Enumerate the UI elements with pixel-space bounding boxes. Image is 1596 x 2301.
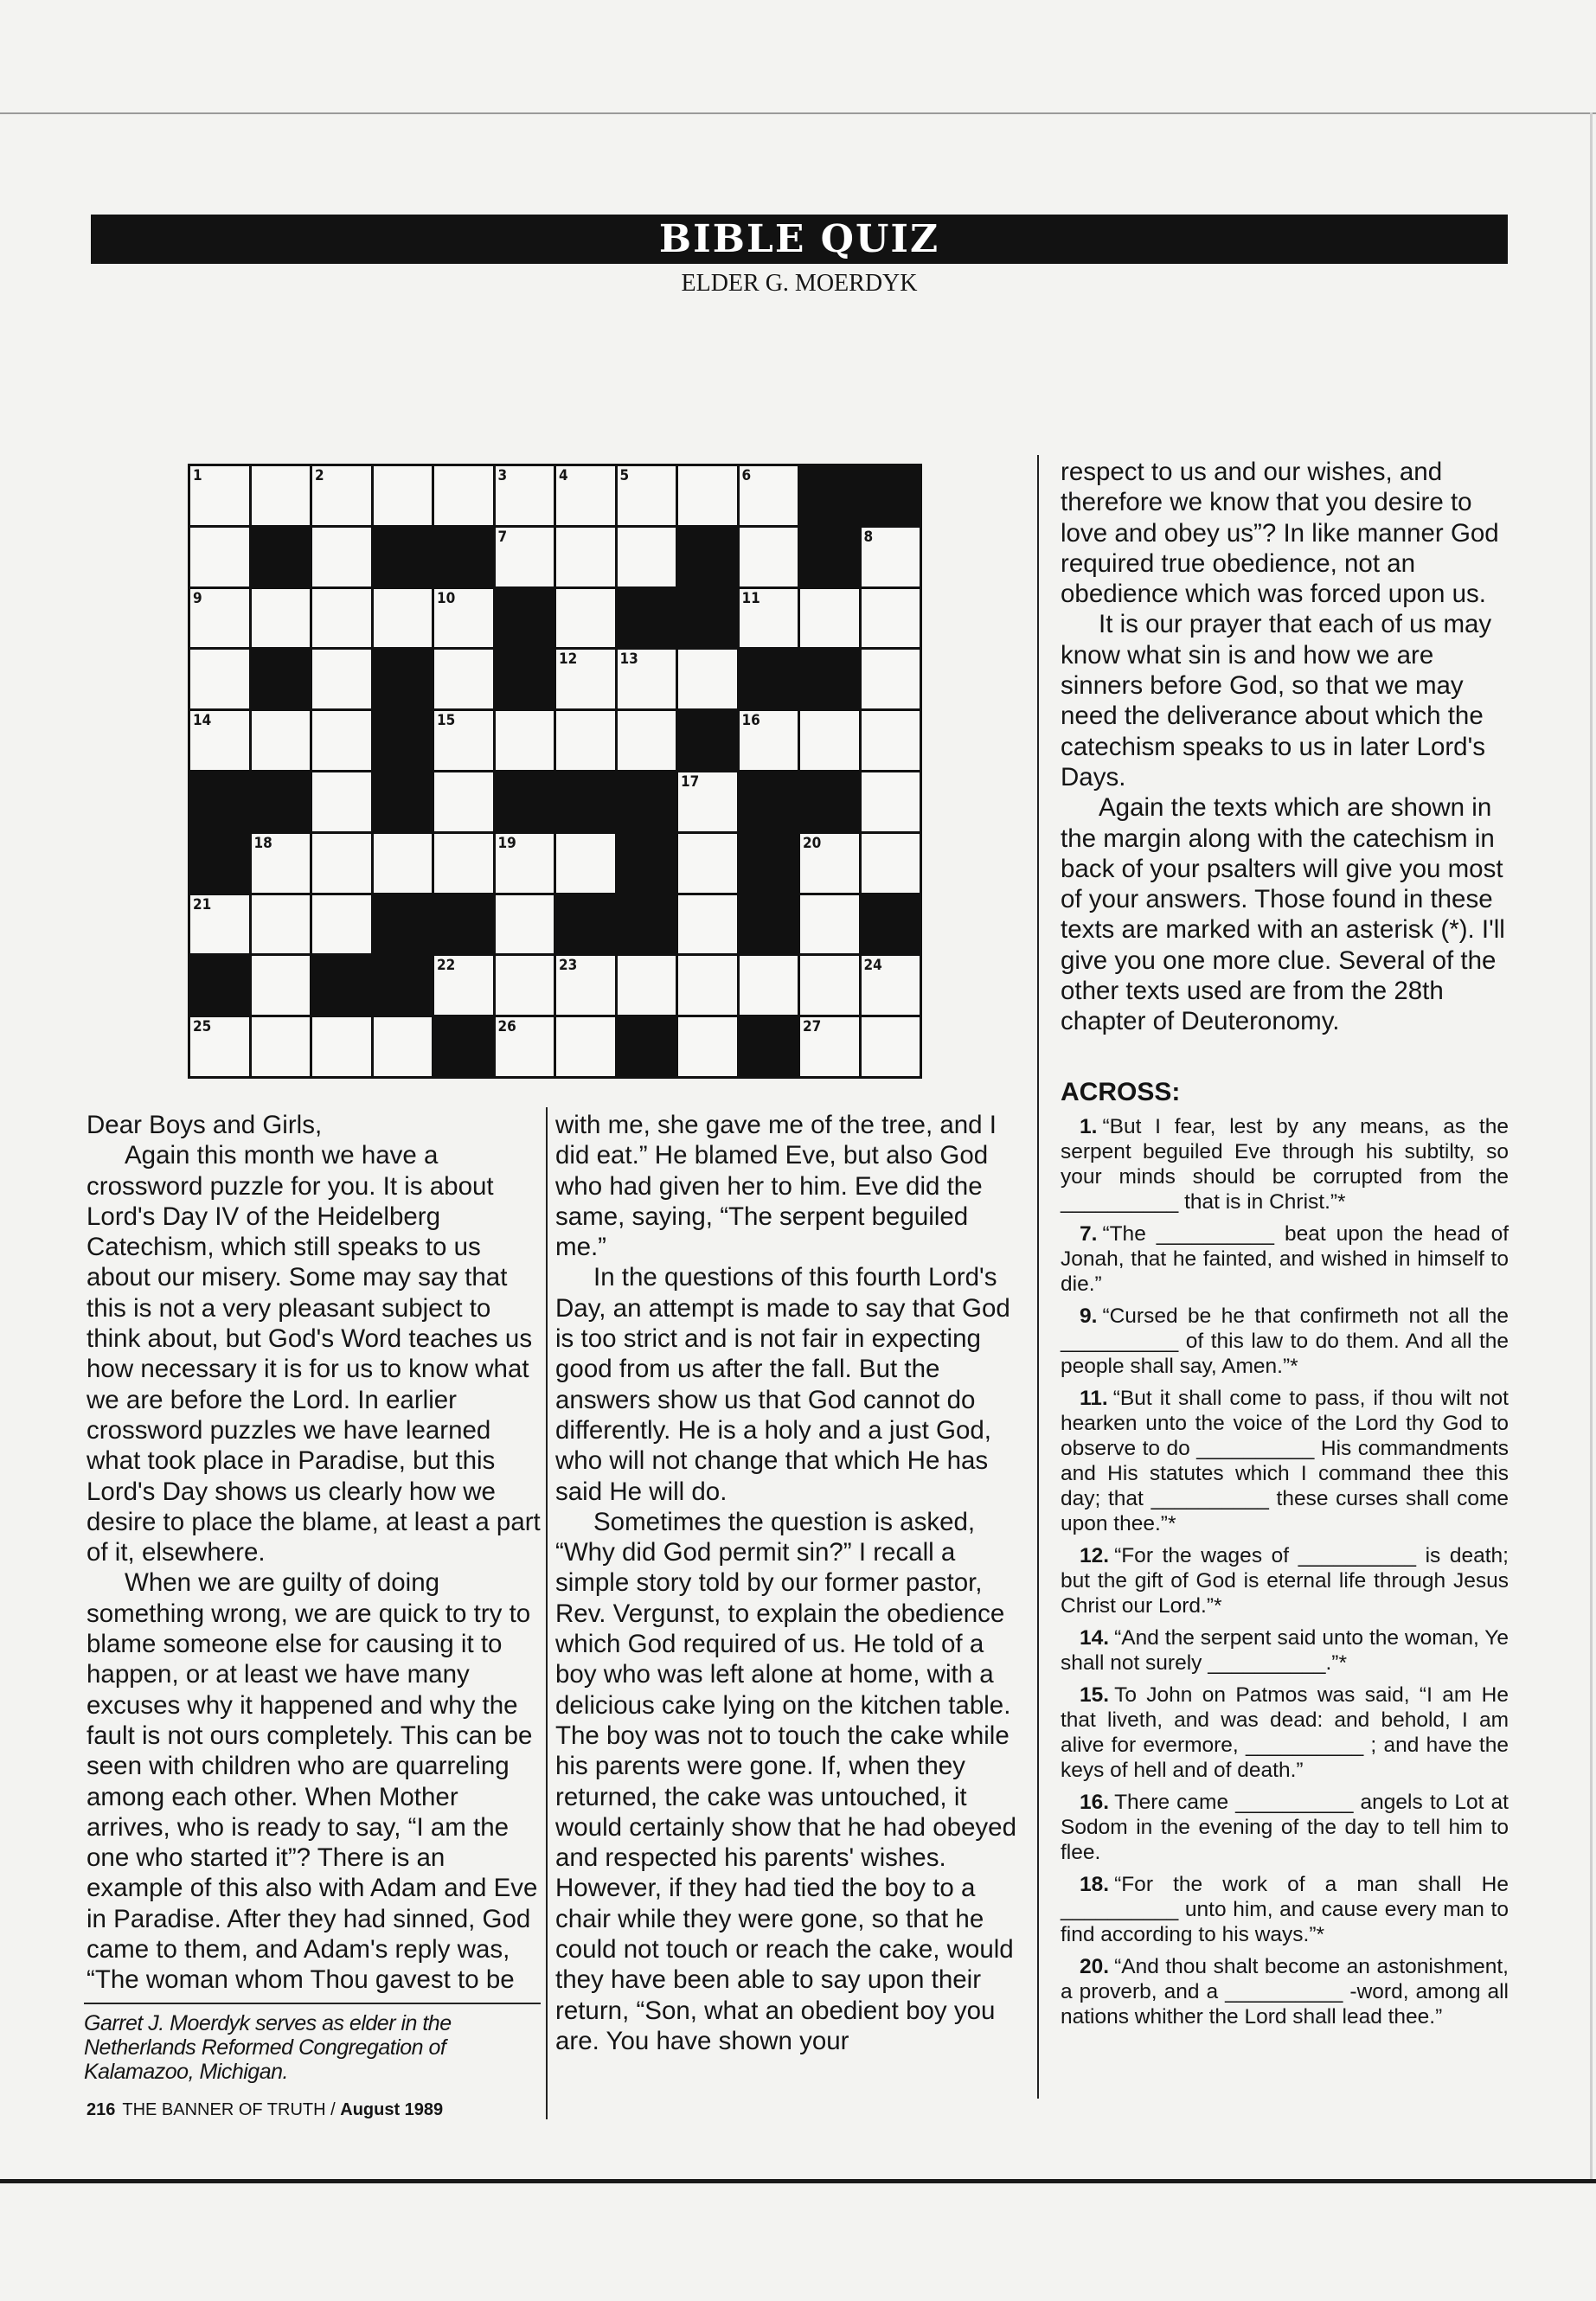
clue-text: To John on Patmos was said, “I am He that liveth, and was dead: and behold, I am alive for evermore, __________ ; and have the keys of hell and of death.” (1061, 1683, 1509, 1782)
grid-cell[interactable] (312, 895, 371, 954)
grid-cell-black (374, 528, 433, 586)
grid-cell-black (374, 895, 433, 954)
grid-cell[interactable] (678, 1017, 737, 1076)
grid-cell-black (800, 528, 859, 586)
page-footer (87, 2100, 443, 2120)
grid-cell-black (190, 834, 249, 893)
grid-cell[interactable] (190, 711, 249, 770)
grid-cell[interactable] (862, 772, 920, 831)
clue-text: There came __________ angels to Lot at Sodom in the evening of the day to tell him to flee. (1061, 1791, 1509, 1864)
top-rule (0, 112, 1596, 114)
grid-cell-black (374, 711, 433, 770)
grid-cell-black (252, 528, 311, 586)
grid-cell-black (434, 1017, 493, 1076)
grid-cell[interactable] (556, 1017, 615, 1076)
grid-cell-black (374, 650, 433, 708)
clue-number: 11 (741, 589, 760, 607)
grid-cell[interactable] (434, 956, 493, 1015)
paragraph: Sometimes the question is asked, “Why did God permit sin?” I recall a simple story told by our former pastor, Rev. Vergunst, to explain the obedience which God required of us. He told of a boy who was left alone at home, with a delicious cake lying on the kitchen table. The boy was not to touch the cake while his parents were gone. If, when they returned, the cake was untouched, it would certainly show that he had obeyed and respected his parents' wishes. However, if they had tied the boy to a chair while they were gone, so that he could not touch or reach the cake, would they have been able to say upon their return, “Son, what an obedient boy you are. You have shown your (555, 1507, 1016, 2055)
bottom-rule (0, 2179, 1596, 2183)
salutation: Dear Boys and Girls, (87, 1111, 323, 1139)
clue-number: 10 (437, 589, 456, 607)
grid-cell-black (862, 895, 920, 954)
grid-cell-black (800, 772, 859, 831)
crossword-grid (188, 464, 922, 1079)
grid-cell[interactable] (678, 895, 737, 954)
publication-name: THE BANNER OF TRUTH / (122, 2100, 336, 2119)
grid-cell[interactable] (862, 711, 920, 770)
across-heading: ACROSS: (1061, 1078, 1181, 1106)
clue-number: 4 (559, 467, 568, 484)
clue-number: 2 (315, 467, 324, 484)
page-number: 216 (87, 2100, 116, 2119)
column-divider (1037, 455, 1039, 2099)
clue-number: 9 (193, 589, 202, 607)
grid-cell[interactable] (618, 956, 676, 1015)
paragraph: Again this month we have a crossword puzzle for you. It is about Lord's Day IV of the Heidelberg Catechism, which still speaks to us about our misery. Some may say that this is not a very pleasant subject to think about, but God's Word teaches us how necessary it is for us to know what we are before the Lord. In earlier crossword puzzles we have learned what took place in Paradise, but this Lord's Day shows us clearly how we desire to place the blame, at least a part of it, elsewhere. (87, 1141, 541, 1567)
clue-number: 11. (1080, 1387, 1108, 1410)
grid-cell-black (374, 956, 433, 1015)
grid-cell[interactable] (862, 650, 920, 708)
grid-cell[interactable] (678, 834, 737, 893)
grid-cell[interactable] (312, 528, 371, 586)
issue-date: August 1989 (340, 2100, 444, 2119)
grid-cell-black (434, 895, 493, 954)
grid-cell[interactable] (556, 466, 615, 525)
clue-number: 14 (193, 712, 212, 730)
grid-cell[interactable] (862, 956, 920, 1015)
author-footnote: Garret J. Moerdyk serves as elder in the Netherlands Reformed Congregation of Kalamazoo, Michigan. (84, 2011, 452, 2084)
clue-item (1061, 1872, 1509, 1947)
grid-cell[interactable] (496, 711, 554, 770)
page-title: BIBLE QUIZ (658, 217, 940, 261)
clue-text: “But it shall come to pass, if thou wilt not hearken unto the voice of the Lord thy God to observe to do __________ His commandments and His statutes which I command thee this day; that __________ these curses shall come upon thee.”* (1061, 1387, 1509, 1535)
grid-cell[interactable] (618, 650, 676, 708)
clue-number: 1 (193, 467, 202, 484)
clue-item (1061, 1114, 1509, 1215)
grid-cell[interactable] (252, 1017, 311, 1076)
grid-cell[interactable] (374, 1017, 433, 1076)
grid-cell[interactable] (374, 466, 433, 525)
clue-number: 14. (1080, 1626, 1110, 1650)
grid-cell[interactable] (678, 466, 737, 525)
grid-cell-black (800, 466, 859, 525)
grid-cell[interactable] (312, 711, 371, 770)
grid-cell[interactable] (190, 466, 249, 525)
page-edge (1590, 112, 1593, 2180)
across-clues (1061, 1114, 1509, 2036)
grid-cell[interactable] (800, 711, 859, 770)
grid-cell-black (618, 589, 676, 648)
grid-cell-black (496, 589, 554, 648)
clue-text: “And the serpent said unto the woman, Ye shall not surely __________.”* (1061, 1626, 1509, 1675)
clue-item (1061, 1625, 1509, 1676)
clue-text: “For the wages of __________ is death; but the gift of God is eternal life through Jesus Christ our Lord.”* (1061, 1544, 1509, 1618)
clue-number: 12. (1080, 1544, 1110, 1567)
grid-cell[interactable] (434, 466, 493, 525)
grid-cell[interactable] (312, 589, 371, 648)
clue-number: 18. (1080, 1873, 1110, 1896)
clue-item (1061, 1221, 1509, 1297)
clue-number: 20 (803, 834, 822, 852)
clue-number: 5 (619, 467, 630, 484)
grid-cell-black (678, 528, 737, 586)
grid-cell[interactable] (496, 895, 554, 954)
clue-text: “And thou shalt become an astonishment, a proverb, and a __________ -word, among all nations whither the Lord shall lead thee.” (1061, 1955, 1509, 2029)
clue-number: 18 (253, 834, 272, 852)
grid-cell[interactable] (618, 466, 676, 525)
grid-cell-black (496, 650, 554, 708)
clue-number: 9. (1080, 1304, 1098, 1328)
grid-cell-black (556, 895, 615, 954)
clue-item (1061, 1954, 1509, 2029)
paragraph: respect to us and our wishes, and therefore we know that you desire to love and obey us”? In like manner God required true obedience, not an obedience which was forced upon us. (1061, 458, 1499, 609)
clue-number: 24 (863, 957, 882, 975)
grid-cell[interactable] (190, 895, 249, 954)
clue-number: 27 (803, 1018, 822, 1036)
grid-cell-black (252, 772, 311, 831)
grid-cell[interactable] (678, 772, 737, 831)
clue-number: 6 (741, 467, 752, 484)
clue-item (1061, 1304, 1509, 1379)
grid-cell[interactable] (862, 834, 920, 893)
grid-cell[interactable] (252, 711, 311, 770)
grid-cell[interactable] (496, 466, 554, 525)
grid-cell[interactable] (678, 650, 737, 708)
grid-cell-black (556, 772, 615, 831)
grid-cell-black (312, 956, 371, 1015)
grid-cell[interactable] (434, 711, 493, 770)
grid-cell[interactable] (434, 650, 493, 708)
clue-text: “Cursed be he that confirmeth not all the __________ of this law to do them. And all the people shall say, Amen.”* (1061, 1304, 1509, 1378)
clue-number: 26 (497, 1018, 516, 1036)
grid-cell-black (678, 589, 737, 648)
paragraph: It is our prayer that each of us may know what sin is and how we are sinners before God, so that we may need the deliverance about which the catechism speaks to us in later Lord's Days. (1061, 610, 1492, 792)
grid-cell[interactable] (312, 466, 371, 525)
clue-text: “But I fear, lest by any means, as the serpent beguiled Eve through his subtilty, so your minds should be corrupted from the __________ that is in Christ.”* (1061, 1115, 1509, 1214)
clue-number: 16. (1080, 1791, 1110, 1814)
grid-cell-black (618, 895, 676, 954)
grid-cell-black (740, 772, 798, 831)
grid-cell[interactable] (190, 650, 249, 708)
letter-column-middle (555, 1110, 1018, 2056)
clue-number: 13 (619, 651, 638, 669)
grid-cell[interactable] (496, 528, 554, 586)
grid-cell[interactable] (434, 834, 493, 893)
clue-number: 23 (559, 957, 578, 975)
grid-cell[interactable] (556, 956, 615, 1015)
clue-number: 21 (193, 895, 212, 913)
grid-cell[interactable] (800, 834, 859, 893)
clue-number: 1. (1080, 1115, 1098, 1138)
paragraph: In the questions of this fourth Lord's Day, an attempt is made to say that God is too strict and is not fair in expecting good from us after the fall. But the answers show us that God cannot do differently. He is a holy and a just God, who will not change that which He has said He will do. (555, 1263, 1010, 1506)
grid-cell[interactable] (312, 650, 371, 708)
grid-cell[interactable] (312, 1017, 371, 1076)
grid-cell[interactable] (862, 528, 920, 586)
grid-cell-black (678, 711, 737, 770)
clue-number: 22 (437, 957, 456, 975)
grid-cell-black (862, 466, 920, 525)
grid-cell[interactable] (252, 956, 311, 1015)
grid-cell[interactable] (800, 1017, 859, 1076)
grid-cell[interactable] (556, 589, 615, 648)
grid-cell[interactable] (740, 956, 798, 1015)
grid-cell[interactable] (374, 834, 433, 893)
grid-cell[interactable] (800, 895, 859, 954)
column-divider (546, 1107, 548, 2119)
footnote-rule (84, 2003, 541, 2004)
grid-cell[interactable] (556, 711, 615, 770)
grid-cell[interactable] (862, 589, 920, 648)
grid-cell-black (434, 528, 493, 586)
grid-cell[interactable] (556, 528, 615, 586)
grid-cell-black (190, 956, 249, 1015)
grid-cell[interactable] (740, 466, 798, 525)
clue-number: 19 (497, 834, 516, 852)
grid-cell[interactable] (190, 528, 249, 586)
clue-item (1061, 1682, 1509, 1783)
grid-cell-black (740, 650, 798, 708)
clue-number: 8 (863, 528, 874, 546)
clue-number: 15. (1080, 1683, 1110, 1707)
grid-cell[interactable] (800, 956, 859, 1015)
clue-item (1061, 1790, 1509, 1865)
grid-cell[interactable] (312, 772, 371, 831)
grid-cell-black (740, 895, 798, 954)
paragraph: with me, she gave me of the tree, and I did eat.” He blamed Eve, but also God who had given her to him. Eve did the same, saying, “The serpent beguiled me.” (555, 1111, 997, 1262)
clue-text: “For the work of a man shall He __________ unto him, and cause every man to find according to his ways.”* (1061, 1873, 1509, 1946)
grid-cell-black (740, 834, 798, 893)
grid-cell[interactable] (252, 466, 311, 525)
grid-cell[interactable] (678, 956, 737, 1015)
grid-cell-black (618, 834, 676, 893)
grid-cell[interactable] (190, 589, 249, 648)
title-banner (91, 215, 1508, 264)
clue-number: 25 (193, 1018, 212, 1036)
grid-cell[interactable] (740, 711, 798, 770)
grid-cell-black (190, 772, 249, 831)
grid-cell[interactable] (496, 834, 554, 893)
grid-cell[interactable] (434, 772, 493, 831)
grid-cell-black (800, 650, 859, 708)
paragraph: Again the texts which are shown in the margin along with the catechism in back of your psalters will give you most of your answers. Those found in these texts are marked with an asterisk (*). I'll give you one more clue. Several of the other texts used are from the 28th chapter of Deuteronomy. (1061, 793, 1505, 1036)
grid-cell-black (618, 1017, 676, 1076)
clue-number: 7. (1080, 1222, 1098, 1246)
grid-cell[interactable] (556, 650, 615, 708)
clue-number: 17 (681, 773, 700, 791)
grid-cell[interactable] (618, 528, 676, 586)
grid-cell[interactable] (556, 834, 615, 893)
grid-cell[interactable] (252, 834, 311, 893)
grid-cell-black (252, 650, 311, 708)
clue-number: 7 (497, 528, 508, 546)
grid-cell[interactable] (252, 895, 311, 954)
grid-cell[interactable] (312, 834, 371, 893)
grid-cell[interactable] (496, 956, 554, 1015)
grid-cell[interactable] (740, 589, 798, 648)
clue-number: 16 (741, 712, 760, 730)
grid-cell-black (496, 772, 554, 831)
clue-number: 15 (437, 712, 456, 730)
grid-cell[interactable] (800, 589, 859, 648)
grid-cell[interactable] (374, 589, 433, 648)
grid-cell-black (618, 772, 676, 831)
clue-item (1061, 1386, 1509, 1536)
clue-text: “The __________ beat upon the head of Jonah, that he fainted, and wished in himself to die.” (1061, 1222, 1509, 1296)
letter-column-left (87, 1110, 545, 1996)
grid-cell[interactable] (740, 528, 798, 586)
grid-cell[interactable] (862, 1017, 920, 1076)
clue-number: 20. (1080, 1955, 1110, 1978)
grid-cell[interactable] (618, 711, 676, 770)
author-byline: ELDER G. MOERDYK (681, 270, 918, 297)
clue-item (1061, 1543, 1509, 1618)
grid-cell[interactable] (190, 1017, 249, 1076)
grid-cell[interactable] (496, 1017, 554, 1076)
grid-cell-black (740, 1017, 798, 1076)
grid-cell-black (374, 772, 433, 831)
clue-number: 12 (559, 651, 578, 669)
clue-number: 3 (497, 467, 508, 484)
letter-column-right (1061, 457, 1512, 1037)
grid-cell[interactable] (434, 589, 493, 648)
grid-cell[interactable] (252, 589, 311, 648)
paragraph: When we are guilty of doing something wrong, we are quick to try to blame someone else for causing it to happen, or at least we have many excuses why it happened and why the fault is not ours completely. This can be seen with children who are quarreling among each other. When Mother arrives, who is ready to say, “I am the one who started it”? There is an example of this also with Adam and Eve in Paradise. After they had sinned, God came to them, and Adam's reply was, “The woman whom Thou gavest to be (87, 1568, 538, 1995)
